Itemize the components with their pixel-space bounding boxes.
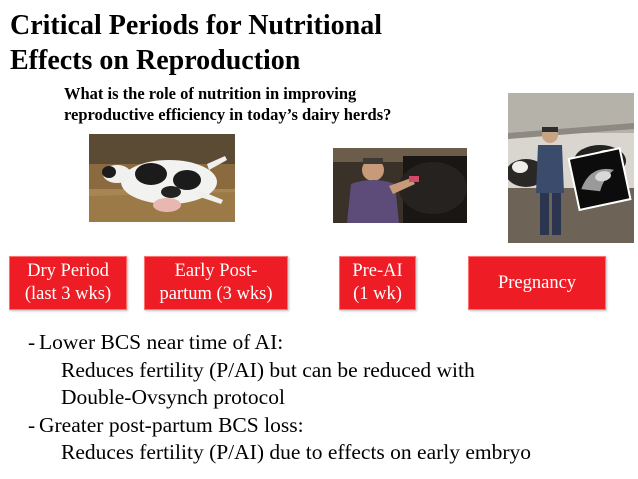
slide-title xyxy=(10,8,470,78)
title-line-2: Effects on Reproduction xyxy=(10,45,301,76)
slide-question xyxy=(64,83,504,125)
phase-dry-period xyxy=(9,256,127,310)
bullet-heading: Greater post-partum BCS loss: xyxy=(39,412,304,437)
phase-pre-ai-line1: Pre-AI xyxy=(352,261,403,281)
phase-pre-ai xyxy=(339,256,416,310)
photo-barn-ultrasound xyxy=(508,93,634,243)
phase-early-postpartum xyxy=(144,256,288,310)
bullet-postpartum-loss xyxy=(28,412,633,440)
bullet-list xyxy=(28,329,633,467)
bullet-sub-line: Double-Ovsynch protocol xyxy=(61,385,285,409)
question-line-2: reproductive efficiency in today’s dairy herds? xyxy=(64,105,392,124)
phase-early-postpartum-line2: partum (3 wks) xyxy=(159,284,273,304)
bullet-heading: Lower BCS near time of AI: xyxy=(39,330,284,354)
phase-pre-ai-line2: (1 wk) xyxy=(353,284,402,304)
bullet-dash: - xyxy=(28,330,36,354)
bullet-sub-line: Reduces fertility (P/AI) due to effects on early embryo xyxy=(61,440,532,464)
phase-dry-period-line1: Dry Period xyxy=(27,261,109,281)
phase-pregnancy xyxy=(468,256,606,310)
photo-man-with-cow xyxy=(333,148,467,223)
bullet-sub-line: Reduces fertility (P/AI) but can be reduced with xyxy=(61,357,475,382)
bullet-dash: - xyxy=(28,412,36,437)
question-line-1: What is the role of nutrition in improving xyxy=(64,84,357,103)
photo-cow-lying xyxy=(89,134,235,222)
phase-early-postpartum-line1: Early Post- xyxy=(174,261,258,281)
phase-dry-period-line2: (last 3 wks) xyxy=(24,284,112,304)
title-line-1: Critical Periods for Nutritional xyxy=(10,10,382,41)
phase-pregnancy-line1: Pregnancy xyxy=(497,272,577,293)
bullet-lower-bcs xyxy=(28,329,633,357)
